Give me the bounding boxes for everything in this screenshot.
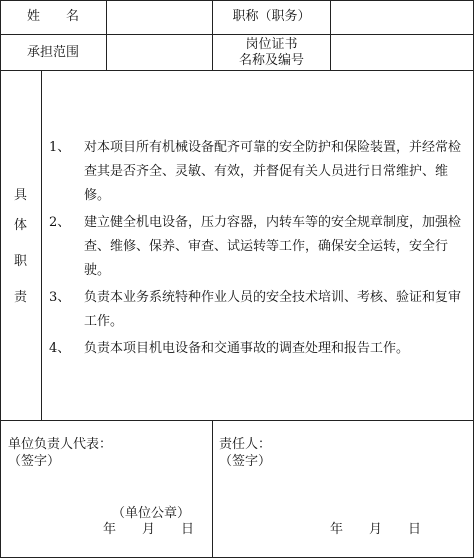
- duties-label-char-2: 体: [13, 218, 27, 233]
- duty-item-2-number: 2、: [49, 215, 71, 230]
- name-value[interactable]: [107, 1, 212, 34]
- unit-representative-label: 单位负责人代表：: [8, 437, 113, 452]
- rule-row2: [0, 70, 474, 71]
- duty-item-3-text: 负责本业务系统特种作业人员的安全技术培训、考核、验证和复审工作。: [84, 290, 462, 329]
- title-label: 职称（职务）: [232, 9, 311, 24]
- duty-item-3-number: 3、: [49, 290, 71, 305]
- duty-item-4-number: 4、: [49, 341, 71, 356]
- duties-label-char-4: 责: [13, 290, 27, 305]
- name-label: 姓 名: [26, 9, 79, 24]
- scope-value[interactable]: [107, 35, 212, 70]
- duty-item-1-text: 对本项目所有机械设备配齐可靠的安全防护和保险装置，并经常检查其是否齐全、灵敏、有效，并督促有关人员进行日常维护、维修。: [84, 140, 462, 203]
- rule-left: [0, 0, 1, 558]
- title-value[interactable]: [331, 1, 473, 34]
- rule-duties-bottom: [0, 420, 474, 421]
- unit-seal-label: （单位公章）: [112, 506, 191, 521]
- cert-label-line1: 岗位证书: [245, 37, 298, 52]
- unit-sign-hint: （签字）: [8, 454, 61, 469]
- person-date: 年 月 日: [330, 522, 422, 537]
- duty-item-2-text: 建立健全机电设备，压力容器，内转车等的安全规章制度，加强检查、维修、保养、审查、试运转等工作，确保安全运转，安全行驶。: [84, 215, 462, 278]
- duties-label-char-3: 职: [13, 254, 27, 269]
- rule-signature-mid: [212, 420, 213, 558]
- unit-date: 年 月 日: [103, 522, 195, 537]
- rule-duty-label: [41, 70, 42, 420]
- responsible-person-label: 责任人：: [219, 437, 272, 452]
- duty-item-4-text: 负责本项目机电设备和交通事故的调查处理和报告工作。: [84, 341, 410, 356]
- person-sign-hint: （签字）: [219, 454, 272, 469]
- duty-item-1-number: 1、: [49, 140, 71, 155]
- scope-label: 承担范围: [26, 45, 79, 60]
- cert-label-line2: 名称及编号: [238, 53, 304, 68]
- duties-label-char-1: 具: [13, 188, 27, 203]
- cert-value[interactable]: [331, 35, 473, 70]
